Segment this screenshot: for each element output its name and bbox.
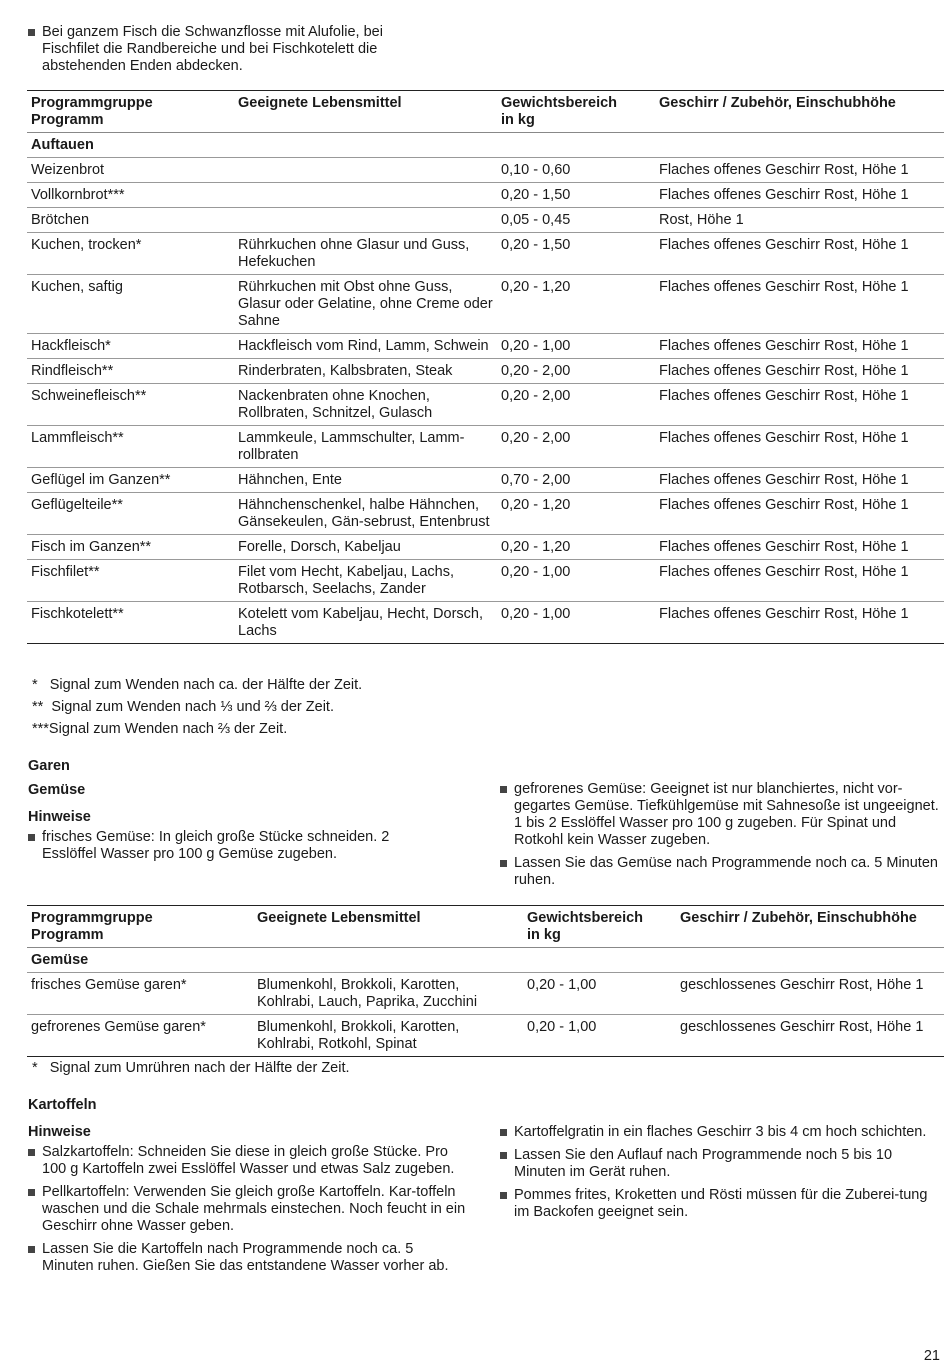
dish-cell: Flaches offenes Geschirr Rost, Höhe 1 <box>655 183 944 208</box>
header-weight-line1: Gewichtsbereich <box>501 95 618 111</box>
note-bullet: Lassen Sie das Gemüse nach Programmende noch ca. 5 Minuten ruhen. <box>500 855 940 889</box>
weight-cell: 0,20 - 1,00 <box>497 602 655 644</box>
table-row <box>27 468 944 493</box>
note-bullet: Lassen Sie die Kartoffeln nach Programmende noch ca. 5 Minuten ruhen. Gießen Sie das entstandene Wasser vorher ab. <box>28 1241 468 1275</box>
food-cell: Forelle, Dorsch, Kabeljau <box>234 535 497 560</box>
weight-cell: 0,20 - 1,00 <box>523 1015 676 1057</box>
dish-cell: Flaches offenes Geschirr Rost, Höhe 1 <box>655 560 944 602</box>
weight-cell: 0,20 - 2,00 <box>497 359 655 384</box>
note-bullet: Kartoffelgratin in ein flaches Geschirr 3 bis 4 cm hoch schichten. <box>500 1124 940 1141</box>
table-row <box>27 535 944 560</box>
program-cell: Geflügel im Ganzen** <box>27 468 234 493</box>
program-cell: gefrorenes Gemüse garen* <box>27 1015 253 1057</box>
food-cell: Kotelett vom Kabeljau, Hecht, Dorsch, Lachs <box>234 602 497 644</box>
dish-cell: Flaches offenes Geschirr Rost, Höhe 1 <box>655 468 944 493</box>
program-cell: Lammfleisch** <box>27 426 234 468</box>
program-cell: Schweinefleisch** <box>27 384 234 426</box>
header-weight <box>523 906 676 948</box>
subsection-title-gemuese: Gemüse <box>28 782 86 798</box>
table-row <box>27 158 944 183</box>
food-cell: Nackenbraten ohne Knochen, Rollbraten, Schnitzel, Gulasch <box>234 384 497 426</box>
program-cell: Weizenbrot <box>27 158 234 183</box>
dish-cell: Rost, Höhe 1 <box>655 208 944 233</box>
weight-cell: 0,70 - 2,00 <box>497 468 655 493</box>
header-program-line1: Programmgruppe <box>31 910 153 926</box>
food-cell: Lammkeule, Lammschulter, Lamm-rollbraten <box>234 426 497 468</box>
weight-cell: 0,20 - 2,00 <box>497 426 655 468</box>
table-row <box>27 426 944 468</box>
weight-cell: 0,10 - 0,60 <box>497 158 655 183</box>
header-program-line2: Programm <box>31 112 104 128</box>
weight-cell: 0,20 - 1,00 <box>497 334 655 359</box>
footnote: ** Signal zum Wenden nach ⅓ und ⅔ der Zeit. <box>32 699 334 715</box>
food-cell: Hackfleisch vom Rind, Lamm, Schwein <box>234 334 497 359</box>
group-label: Gemüse <box>27 948 944 973</box>
program-cell: Fisch im Ganzen** <box>27 535 234 560</box>
kartoffeln-left-notes <box>28 1144 468 1275</box>
page-number: 21 <box>923 1348 940 1364</box>
kartoffeln-right-notes <box>500 1124 940 1221</box>
table-row <box>27 183 944 208</box>
dish-cell: Flaches offenes Geschirr Rost, Höhe 1 <box>655 233 944 275</box>
dish-cell: Flaches offenes Geschirr Rost, Höhe 1 <box>655 334 944 359</box>
food-cell: Rührkuchen mit Obst ohne Guss, Glasur oder Gelatine, ohne Creme oder Sahne <box>234 275 497 334</box>
footnote: ***Signal zum Wenden nach ⅔ der Zeit. <box>32 721 288 737</box>
table1-footnotes <box>32 677 532 743</box>
header-program <box>27 91 234 133</box>
table-row <box>27 560 944 602</box>
weight-cell: 0,05 - 0,45 <box>497 208 655 233</box>
food-cell <box>234 183 497 208</box>
auftauen-table <box>27 90 944 644</box>
note-bullet: gefrorenes Gemüse: Geeignet ist nur blanchiertes, nicht vor-gegartes Gemüse. Tiefkühlgemüse mit Sahnesoße ist ungeeignet. 1 bis 2 Esslöffel Wasser pro 100 g zugeben. Für Spinat und Rotkohl kein Wasser zugeben. <box>500 781 940 849</box>
program-cell: Brötchen <box>27 208 234 233</box>
note-bullet: frisches Gemüse: In gleich große Stücke schneiden. 2 Esslöffel Wasser pro 100 g Gemüse zugeben. <box>28 829 428 863</box>
food-cell: Hähnchenschenkel, halbe Hähnchen, Gänsekeulen, Gän-sebrust, Entenbrust <box>234 493 497 535</box>
note-bullet: Salzkartoffeln: Schneiden Sie diese in gleich große Stücke. Pro 100 g Kartoffeln zwei Esslöffel Wasser und etwas Salz zugeben. <box>28 1144 468 1178</box>
header-weight-line1: Gewichtsbereich <box>527 910 644 926</box>
group-row <box>27 948 944 973</box>
header-program-line2: Programm <box>31 927 104 943</box>
program-cell: Fischfilet** <box>27 560 234 602</box>
food-cell <box>234 208 497 233</box>
table-row <box>27 1015 944 1057</box>
program-cell: Geflügelteile** <box>27 493 234 535</box>
weight-cell: 0,20 - 1,00 <box>497 560 655 602</box>
header-weight-line2: in kg <box>527 927 561 943</box>
table2-footnotes <box>32 1060 532 1082</box>
header-program <box>27 906 253 948</box>
weight-cell: 0,20 - 1,50 <box>497 233 655 275</box>
header-dish: Geschirr / Zubehör, Einschubhöhe <box>676 906 944 948</box>
dish-cell: Flaches offenes Geschirr Rost, Höhe 1 <box>655 493 944 535</box>
weight-cell: 0,20 - 1,20 <box>497 275 655 334</box>
dish-cell: geschlossenes Geschirr Rost, Höhe 1 <box>676 973 944 1015</box>
header-dish: Geschirr / Zubehör, Einschubhöhe <box>655 91 944 133</box>
table-row <box>27 208 944 233</box>
header-food: Geeignete Lebensmittel <box>234 91 497 133</box>
weight-cell: 0,20 - 1,50 <box>497 183 655 208</box>
food-cell: Filet vom Hecht, Kabeljau, Lachs, Rotbarsch, Seelachs, Zander <box>234 560 497 602</box>
food-cell: Hähnchen, Ente <box>234 468 497 493</box>
footnote: * Signal zum Wenden nach ca. der Hälfte der Zeit. <box>32 677 363 693</box>
weight-cell: 0,20 - 1,20 <box>497 493 655 535</box>
gemuese-table <box>27 905 944 1057</box>
garen-right-notes <box>500 781 940 889</box>
section-title-kartoffeln: Kartoffeln <box>28 1097 97 1113</box>
food-cell: Rührkuchen ohne Glasur und Guss, Hefekuchen <box>234 233 497 275</box>
header-weight-line2: in kg <box>501 112 535 128</box>
group-label: Auftauen <box>27 133 944 158</box>
footnote: * Signal zum Umrühren nach der Hälfte der Zeit. <box>32 1060 350 1076</box>
note-bullet: Pellkartoffeln: Verwenden Sie gleich große Kartoffeln. Kar-toffeln waschen und die Schale mehrmals einstechen. Noch feucht in ein Geschirr ohne Wasser geben. <box>28 1184 468 1235</box>
program-cell: Kuchen, trocken* <box>27 233 234 275</box>
header-program-line1: Programmgruppe <box>31 95 153 111</box>
program-cell: Kuchen, saftig <box>27 275 234 334</box>
note-bullet: Lassen Sie den Auflauf nach Programmende noch 5 bis 10 Minuten im Gerät ruhen. <box>500 1147 940 1181</box>
garen-left-notes <box>28 829 428 863</box>
hinweise-title: Hinweise <box>28 1124 91 1140</box>
dish-cell: Flaches offenes Geschirr Rost, Höhe 1 <box>655 602 944 644</box>
dish-cell: geschlossenes Geschirr Rost, Höhe 1 <box>676 1015 944 1057</box>
program-cell: Vollkornbrot*** <box>27 183 234 208</box>
table-row <box>27 359 944 384</box>
table-row <box>27 334 944 359</box>
weight-cell: 0,20 - 1,00 <box>523 973 676 1015</box>
food-cell <box>234 158 497 183</box>
table-row <box>27 275 944 334</box>
group-row <box>27 133 944 158</box>
food-cell: Blumenkohl, Brokkoli, Karotten, Kohlrabi, Rotkohl, Spinat <box>253 1015 523 1057</box>
table-row <box>27 384 944 426</box>
table-row <box>27 973 944 1015</box>
dish-cell: Flaches offenes Geschirr Rost, Höhe 1 <box>655 158 944 183</box>
dish-cell: Flaches offenes Geschirr Rost, Höhe 1 <box>655 426 944 468</box>
table-row <box>27 233 944 275</box>
program-cell: Rindfleisch** <box>27 359 234 384</box>
intro-bullet: Bei ganzem Fisch die Schwanzflosse mit Alufolie, bei Fischfilet die Randbereiche und bei Fischkotelett die abstehenden Enden abdecken. <box>28 24 428 75</box>
section-title-garen: Garen <box>28 758 70 774</box>
dish-cell: Flaches offenes Geschirr Rost, Höhe 1 <box>655 359 944 384</box>
program-cell: frisches Gemüse garen* <box>27 973 253 1015</box>
dish-cell: Flaches offenes Geschirr Rost, Höhe 1 <box>655 384 944 426</box>
table-header-row <box>27 91 944 133</box>
table-row <box>27 493 944 535</box>
food-cell: Rinderbraten, Kalbsbraten, Steak <box>234 359 497 384</box>
note-bullet: Pommes frites, Kroketten und Rösti müssen für die Zuberei-tung im Backofen geeignet sein. <box>500 1187 940 1221</box>
program-cell: Hackfleisch* <box>27 334 234 359</box>
dish-cell: Flaches offenes Geschirr Rost, Höhe 1 <box>655 275 944 334</box>
table-row <box>27 602 944 644</box>
header-food: Geeignete Lebensmittel <box>253 906 523 948</box>
header-weight <box>497 91 655 133</box>
intro-note <box>28 24 428 75</box>
food-cell: Blumenkohl, Brokkoli, Karotten, Kohlrabi, Lauch, Paprika, Zucchini <box>253 973 523 1015</box>
weight-cell: 0,20 - 2,00 <box>497 384 655 426</box>
weight-cell: 0,20 - 1,20 <box>497 535 655 560</box>
hinweise-title: Hinweise <box>28 809 91 825</box>
table-header-row <box>27 906 944 948</box>
program-cell: Fischkotelett** <box>27 602 234 644</box>
dish-cell: Flaches offenes Geschirr Rost, Höhe 1 <box>655 535 944 560</box>
